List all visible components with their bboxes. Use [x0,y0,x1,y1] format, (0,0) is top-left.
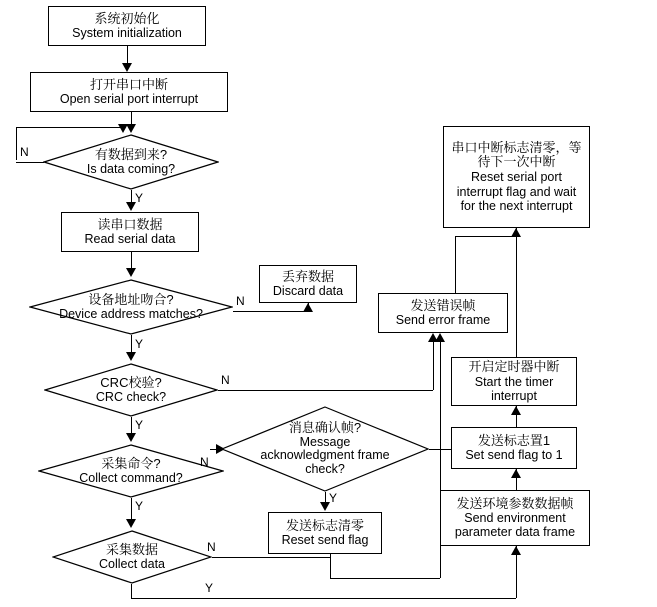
node-label-en: Reset serial port interrupt flag and wait for the next interrupt [456,170,577,214]
edge-read-serial-to-addr [131,252,132,268]
decision-message-acknowledgment-frame-check [221,406,429,492]
decision-collect-data [52,530,212,584]
decision-collect-command [38,444,224,498]
decision-label-cn: 采集数据 [105,541,158,557]
edge-addr-no [233,311,308,312]
edge-start-timer-to-reset-interrupt [516,228,517,357]
node-label-cn: 打开串口中断 [89,76,168,92]
loop-rail-left-vertical [16,127,17,160]
decision-label-en: Collect command? [79,471,183,486]
arrowhead [126,268,136,277]
node-label-en: Send error frame [395,313,491,328]
arrowhead [126,519,136,528]
decision-crc-check [44,363,218,417]
edge-addr-yes [131,335,132,353]
decision-label-en: Is data coming? [86,162,176,177]
node-label-cn: 发送错误帧 [410,297,476,313]
edge-label-collect-cmd-yes: Y [135,499,144,513]
edge-data-coming-no [16,162,44,163]
edge-label-crc-yes: Y [135,418,144,432]
edge-label-data-coming-yes: Y [135,191,144,205]
node-label-en: Read serial data [84,232,176,247]
edge-collect-cmd-yes [131,498,132,520]
edge-crc-no [218,390,433,391]
arrowhead [126,433,136,442]
node-label-en: Open serial port interrupt [59,92,199,107]
edge-label-crc-no: N [221,373,230,387]
node-system-initialization [48,6,206,46]
node-label-en: Send environment parameter data frame [454,511,576,540]
node-set-send-flag [451,427,577,469]
node-open-serial-port-interrupt [30,72,228,112]
node-label-cn: 发送环境参数数据帧 [456,495,574,511]
decision-device-address-matches [29,279,233,335]
decision-label-cn: 采集命令? [101,455,161,471]
edge-label-addr-yes: Y [135,337,144,351]
node-label-cn: 发送标志置1 [477,432,551,448]
decision-label-en: CRC check? [95,390,167,405]
node-reset-send-flag [268,512,382,554]
node-label-cn: 系统初始化 [94,10,160,26]
edge-label-ack-yes: Y [329,491,338,505]
node-label-cn: 开启定时器中断 [468,359,560,375]
node-send-error-frame [378,293,508,333]
node-label-en: Start the timer interrupt [474,374,554,403]
decision-is-data-coming [43,134,219,190]
decision-label-en: Device address matches? [59,307,203,322]
decision-label-cn: 消息确认帧? [288,420,362,436]
node-discard-data [259,265,357,303]
node-start-timer-interrupt [451,357,577,406]
edge-label-collect-data-yes: Y [205,581,214,595]
arrowhead [511,469,521,478]
arrowhead [126,352,136,361]
edge-send-error-to-rail [455,236,456,293]
arrowhead [511,406,521,415]
decision-label-cn: 设备地址吻合? [88,291,174,307]
edge-send-error-rail-h [455,236,516,237]
decision-label-en: Collect data [98,557,165,572]
node-label-en: System initialization [72,26,182,41]
edge-crc-yes [131,417,132,433]
node-read-serial-data [61,212,199,252]
edge-reset-flag-h [330,578,440,579]
edge-label-data-coming-no: N [20,145,29,159]
node-label-cn: 读串口数据 [97,216,163,232]
node-reset-serial-interrupt-flag [443,126,590,228]
edge-label-collect-cmd-no: N [200,455,209,469]
arrowhead [303,303,313,312]
edge-reset-flag-down [330,554,331,578]
loop-rail-top-horizontal [16,127,123,128]
node-label-en: Discard data [272,284,344,299]
bottom-rail [131,598,516,599]
node-send-environment-parameter-data-frame [440,490,590,546]
node-label-cn: 丢弃数据 [281,268,334,284]
node-label-en: Set send flag to 1 [465,448,563,463]
node-label-cn: 发送标志清零 [285,517,364,533]
decision-label-cn: CRC校验? [100,374,162,390]
arrowhead [435,333,445,342]
decision-label-en: Message acknowledgment frame check? [260,434,390,477]
arrowhead [122,63,132,72]
arrowhead [511,546,521,555]
arrowhead [511,228,521,237]
node-label-cn: 串口中断标志清零，等待下一次中断 [451,139,582,170]
arrowhead [118,124,128,133]
edge-label-collect-data-no: N [207,540,216,554]
edge-collect-data-no [212,557,330,558]
edge-label-addr-no: N [236,294,245,308]
edge-crc-no-vertical [433,342,434,390]
edge-init-to-open-serial [127,46,128,64]
decision-label-cn: 有数据到来? [94,146,168,162]
node-label-en: Reset send flag [281,533,369,548]
edge-collect-data-yes [131,584,132,598]
